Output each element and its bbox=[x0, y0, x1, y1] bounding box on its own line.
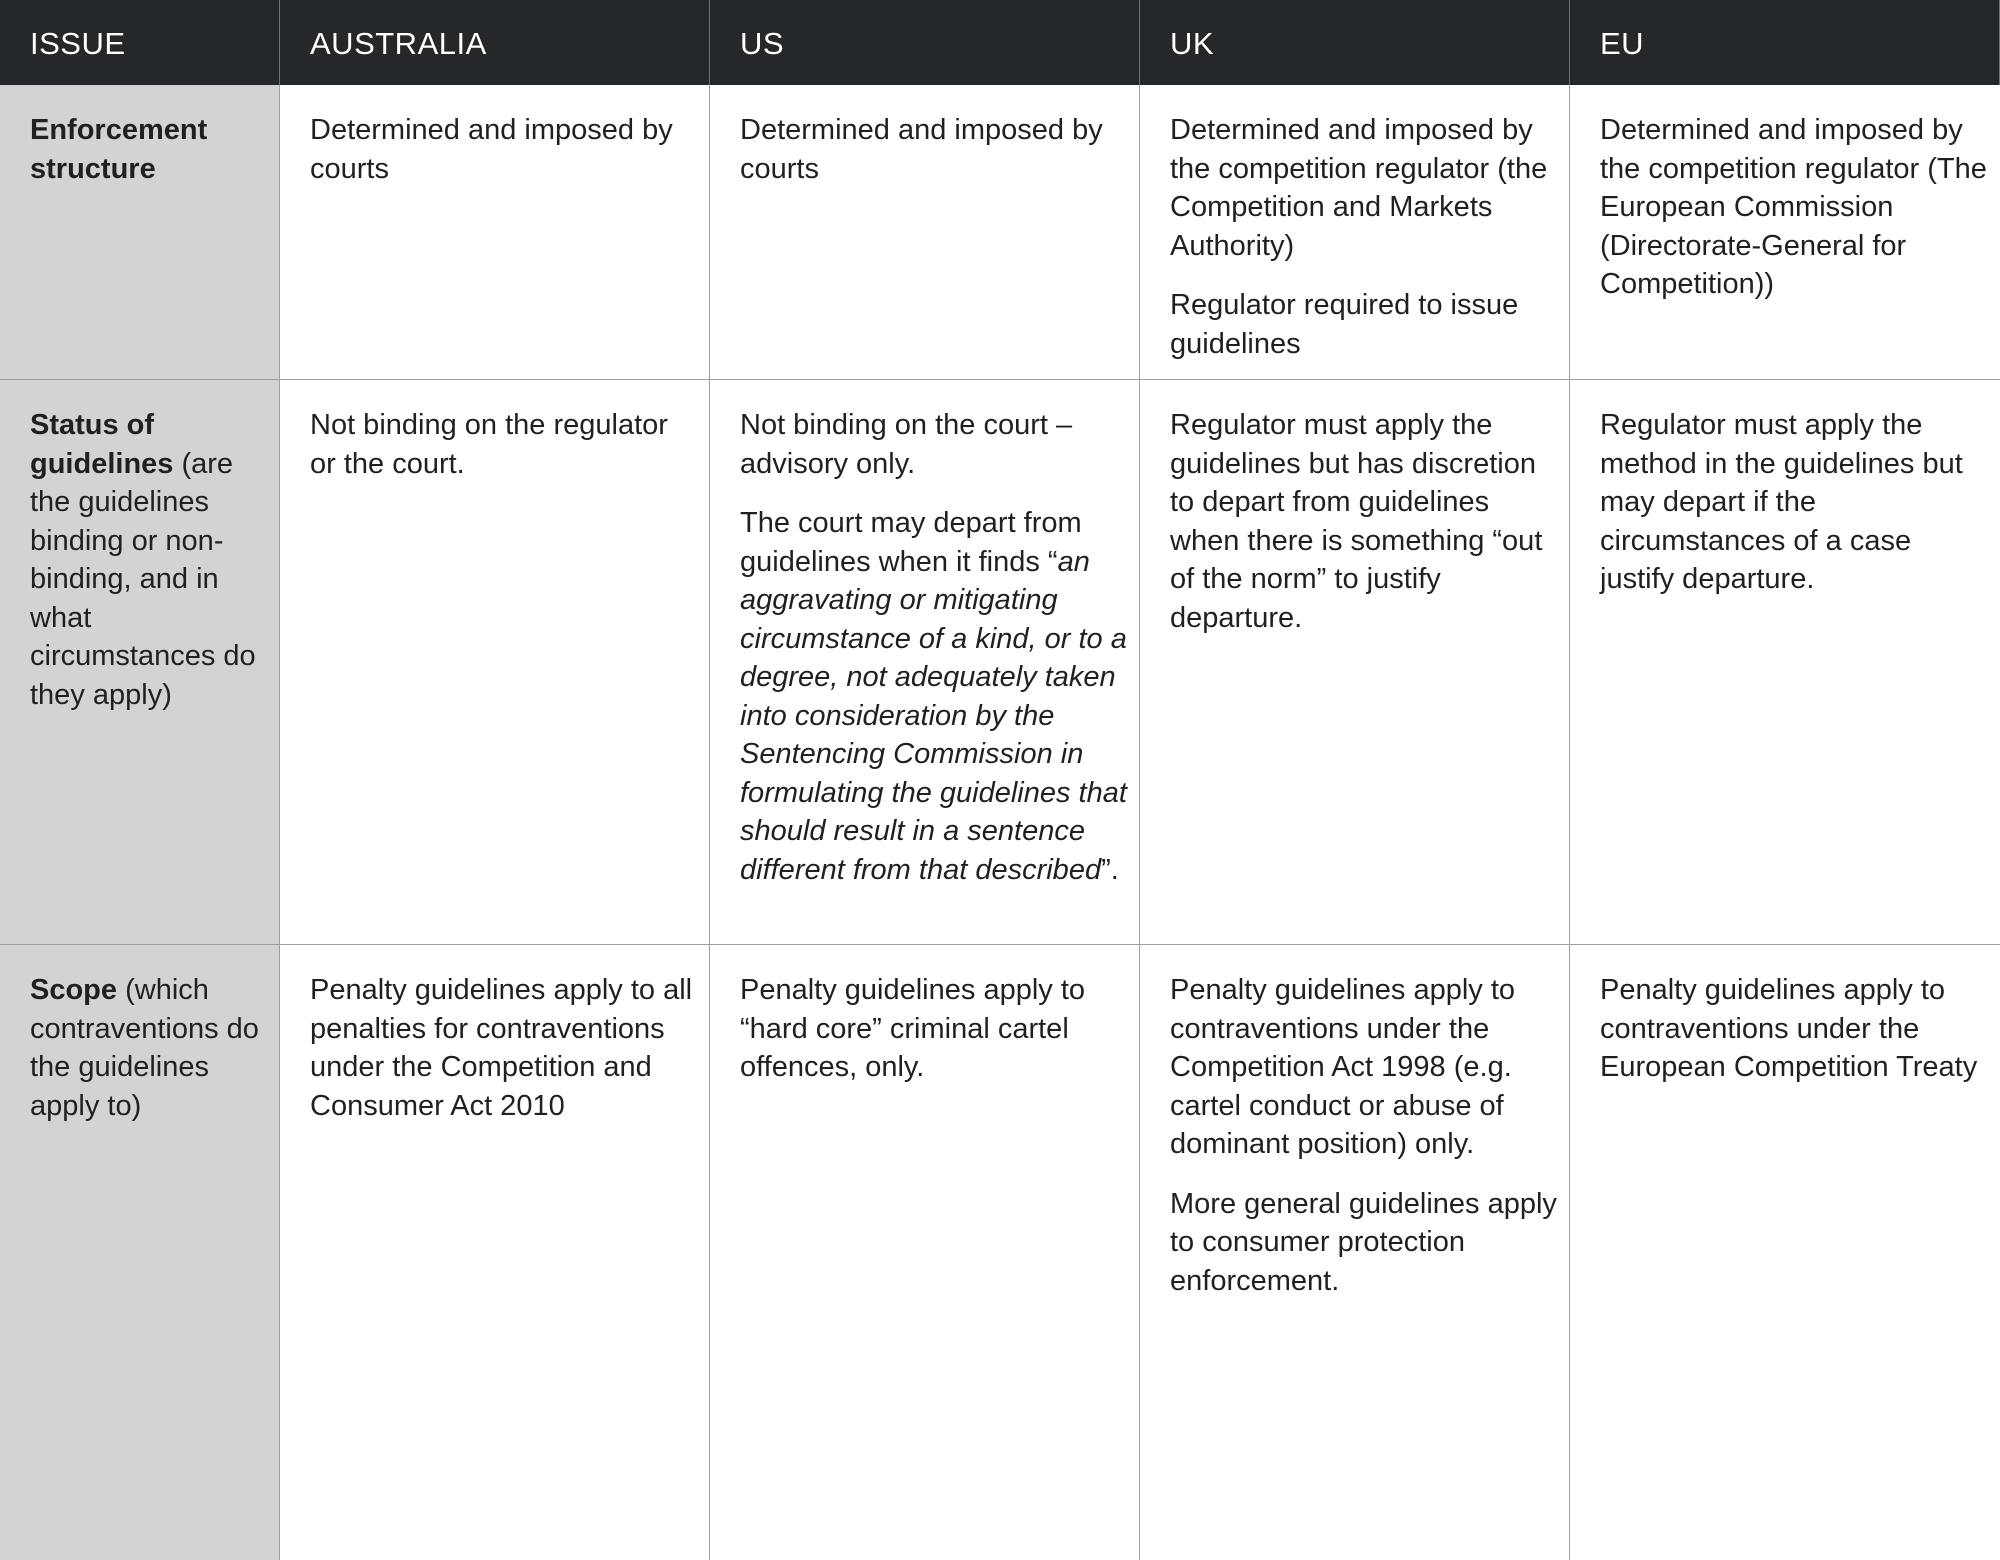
issue-description: (which contraventions do the guidelines apply to) bbox=[30, 974, 259, 1122]
cell-text: Penalty guidelines apply to contraventions under the European Competition Treaty bbox=[1600, 974, 1978, 1083]
cell-text: Penalty guidelines apply to “hard core” criminal cartel offences, only. bbox=[740, 974, 1086, 1083]
header-uk: UK bbox=[1140, 0, 1570, 85]
cell-status-eu bbox=[1570, 380, 2000, 945]
cell-text: Penalty guidelines apply to contraventions under the Competition Act 1998 (e.g. cartel conduct or abuse of dominant position) only. bbox=[1170, 974, 1516, 1160]
cell-text: Regulator required to issue guidelines bbox=[1170, 289, 1519, 360]
issue-title: Enforcement structure bbox=[30, 114, 208, 185]
header-issue: ISSUE bbox=[0, 0, 280, 85]
header-australia: AUSTRALIA bbox=[280, 0, 710, 85]
cell-text: Not binding on the court – advisory only. bbox=[740, 409, 1073, 480]
cell-text-quote bbox=[740, 504, 1127, 889]
header-eu: EU bbox=[1570, 0, 2000, 85]
cell-text: Determined and imposed by the competition regulator (The European Commission (Directorate-General for Competition)) bbox=[1600, 114, 1987, 300]
cell-enforcement-eu bbox=[1570, 85, 2000, 380]
cell-scope-eu bbox=[1570, 945, 2000, 1560]
cell-text: More general guidelines apply to consumer protection enforcement. bbox=[1170, 1187, 1557, 1297]
issue-title: Status of guidelines bbox=[30, 409, 174, 480]
row-issue-scope bbox=[0, 945, 280, 1560]
quote-text: an aggravating or mitigating circumstance of a kind, or to a degree, not adequately taken into consideration by the Sentencing Commission in formulating the guidelines that should result in a sentence different from that described bbox=[740, 545, 1127, 886]
cell-enforcement-us bbox=[710, 85, 1140, 380]
cell-scope-us bbox=[710, 945, 1140, 1560]
cell-enforcement-australia bbox=[280, 85, 710, 380]
row-issue-status bbox=[0, 380, 280, 945]
issue-description: (are the guidelines binding or non-binding, and in what circumstances do they apply) bbox=[30, 447, 256, 711]
cell-scope-australia bbox=[280, 945, 710, 1560]
cell-enforcement-uk bbox=[1140, 85, 1570, 380]
cell-status-us bbox=[710, 380, 1140, 945]
row-issue-enforcement bbox=[0, 85, 280, 380]
header-us: US bbox=[710, 0, 1140, 85]
cell-status-uk bbox=[1140, 380, 1570, 945]
issue-title: Scope bbox=[30, 974, 118, 1006]
cell-status-australia bbox=[280, 380, 710, 945]
quote-prefix: The court may depart from guidelines when it finds “ bbox=[740, 507, 1082, 578]
cell-text: Determined and imposed by the competition regulator (the Competition and Markets Authority) bbox=[1170, 114, 1548, 262]
cell-text: Determined and imposed by courts bbox=[310, 114, 673, 185]
cell-text: Penalty guidelines apply to all penalties for contraventions under the Competition and Consumer Act 2010 bbox=[310, 974, 693, 1122]
quote-suffix: ”. bbox=[1101, 853, 1119, 886]
cell-text: Not binding on the regulator or the court. bbox=[310, 409, 668, 480]
cell-text: Regulator must apply the guidelines but has discretion to depart from guidelines when there is something “out of the norm” to justify departure. bbox=[1170, 409, 1543, 634]
cell-text: Regulator must apply the method in the guidelines but may depart if the circumstances of a case justify departure. bbox=[1600, 409, 1963, 595]
cell-scope-uk bbox=[1140, 945, 1570, 1560]
cell-text: Determined and imposed by courts bbox=[740, 114, 1103, 185]
